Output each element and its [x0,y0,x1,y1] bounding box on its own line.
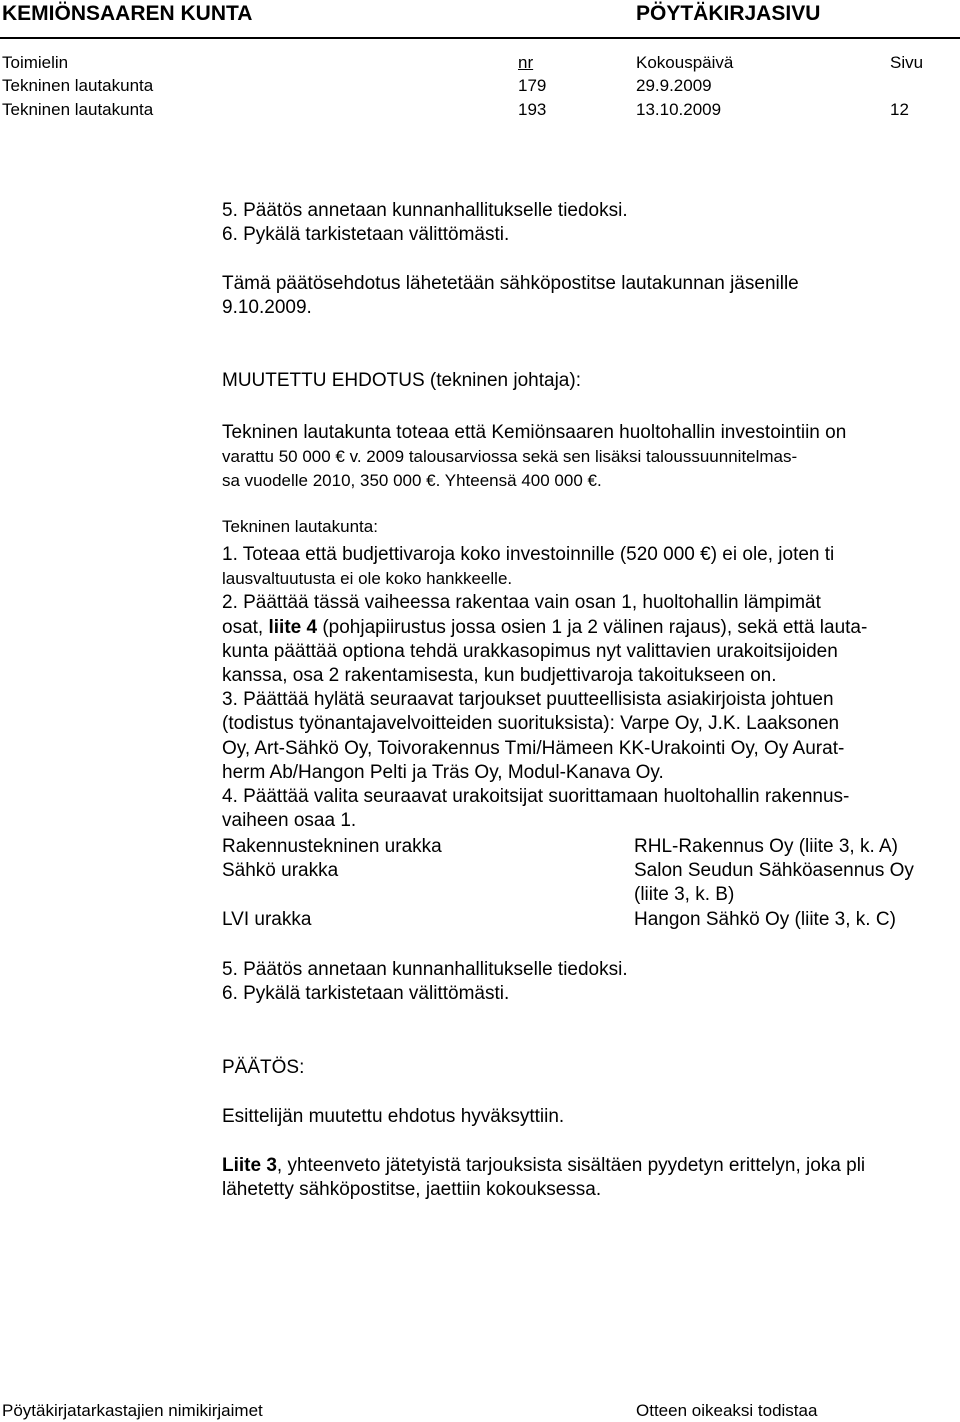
decision-text [222,1105,952,1129]
decision-heading [222,1056,952,1080]
attachment-line [222,1154,952,1178]
contractor: Hangon Sähkö Oy (liite 3, k. C) [634,908,896,930]
col-label-page: Sivu [890,53,924,72]
table-row [222,883,952,907]
decision-line: kunta päättää optiona tehdä urakkasopimus nyt valittavien urakoitsijoiden [222,640,838,662]
list-item: 6. Pykälä tarkistetaan välittömästi. [222,224,510,246]
contract-type: Sähkö urakka [222,860,339,882]
board-label [222,517,952,537]
meeting-body: Tekninen lautakunta [2,76,154,95]
decision-line: (todistus työnantajavelvoitteiden suorituksista): Varpe Oy, J.K. Laaksonen [222,713,840,735]
list-item: 5. Päätös annetaan kunnanhallitukselle tiedoksi. [222,959,628,980]
paragraph-line: sa vuodelle 2010, 350 000 €. Yhteensä 400 000 €. [222,471,602,491]
board-label-text: Tekninen lautakunta: [222,517,378,536]
attachment-note [222,1154,952,1202]
footer-right: Otteen oikeaksi todistaa [636,1401,818,1420]
decision-text-line: Esittelijän muutettu ehdotus hyväksyttiin. [222,1106,565,1127]
meeting-date: 13.10.2009 [636,100,722,119]
contractor-extra: (liite 3, k. B) [634,884,735,906]
contracts-table [222,835,952,932]
attachment-ref: Liite 3 [222,1155,277,1176]
amended-paragraph [222,421,952,494]
decision-line: vaiheen osaa 1. [222,810,357,832]
contract-type [222,883,634,907]
email-note-line: Tämä päätösehdotus lähetetään sähköpostitse lautakunnan jäsenille [222,273,799,294]
attachment-ref: liite 4 [268,616,318,638]
bottom-items [222,958,952,1006]
col-label-nr: nr [518,53,534,72]
decisions [222,543,952,833]
decision-line: kanssa, osa 2 rakentamisesta, kun budjettivaroja takoitukseen on. [222,665,777,687]
attachment-line: lähetetty sähköpostitse, jaettiin kokouksessa. [222,1179,602,1201]
email-note-line: 9.10.2009. [222,297,312,319]
decision-line: 4. Päättää valita seuraavat urakoitsijat suorittamaan huoltohallin rakennus- [222,786,850,808]
col-label-body: Toimielin [2,53,69,72]
doc-type: PÖYTÄKIRJASIVU [636,2,821,25]
contractor: Salon Seudun Sähköasennus Oy [634,860,914,882]
page-number: 12 [890,100,909,119]
decision-line: lausvaltuutusta ei ole koko hankkeelle. [222,569,513,589]
decision-heading-text: PÄÄTÖS: [222,1057,305,1078]
paragraph-line: varattu 50 000 € v. 2009 talousarviossa sekä sen lisäksi taloussuunnitelmas- [222,447,798,467]
decision-line: 3. Päättää hylätä seuraavat tarjoukset puutteellisista asiakirjoista johtuen [222,689,834,711]
list-item: 6. Pykälä tarkistetaan välittömästi. [222,983,510,1005]
list-item: 5. Päätös annetaan kunnanhallitukselle tiedoksi. [222,200,628,221]
text-span: osat, [222,616,269,638]
text-span: , yhteenveto jätetyistä tarjouksista sisältäen pyydetyn erittelyn, joka pli [276,1155,866,1176]
col-label-date: Kokouspäivä [636,53,734,72]
decision-line: 2. Päättää tässä vaiheessa rakentaa vain osan 1, huoltohallin lämpimät [222,592,821,614]
decision-line: Oy, Art-Sähkö Oy, Toivorakennus Tmi/Hämeen KK-Urakointi Oy, Oy Aurat- [222,737,845,759]
table-row [222,908,952,932]
contract-type: Rakennustekninen urakka [222,836,442,857]
meeting-date: 29.9.2009 [636,76,712,95]
table-row [222,835,952,859]
decision-line: herm Ab/Hangon Pelti ja Träs Oy, Modul-Kanava Oy. [222,761,664,783]
text-span: (pohjapiirustus jossa osien 1 ja 2 välinen rajaus), sekä että lauta- [317,616,868,638]
meeting-body: Tekninen lautakunta [2,100,154,119]
header-divider [0,37,960,39]
contract-type: LVI urakka [222,908,312,930]
meeting-nr: 179 [518,76,547,95]
contractor: RHL-Rakennus Oy (liite 3, k. A) [634,836,898,857]
decision-line: 1. Toteaa että budjettivaroja koko investoinnille (520 000 €) ei ole, joten ti [222,544,835,565]
paragraph-line: Tekninen lautakunta toteaa että Kemiönsaaren huoltohallin investointiin on [222,422,847,443]
top-items [222,199,952,247]
table-row [222,859,952,883]
decision-line [222,616,952,640]
meeting-nr: 193 [518,100,547,119]
amended-heading-text: MUUTETTU EHDOTUS (tekninen johtaja): [222,370,581,391]
email-note [222,272,952,320]
org-name: KEMIÖNSAAREN KUNTA [2,2,253,25]
amended-heading [222,369,952,393]
footer-left: Pöytäkirjatarkastajien nimikirjaimet [2,1401,263,1420]
